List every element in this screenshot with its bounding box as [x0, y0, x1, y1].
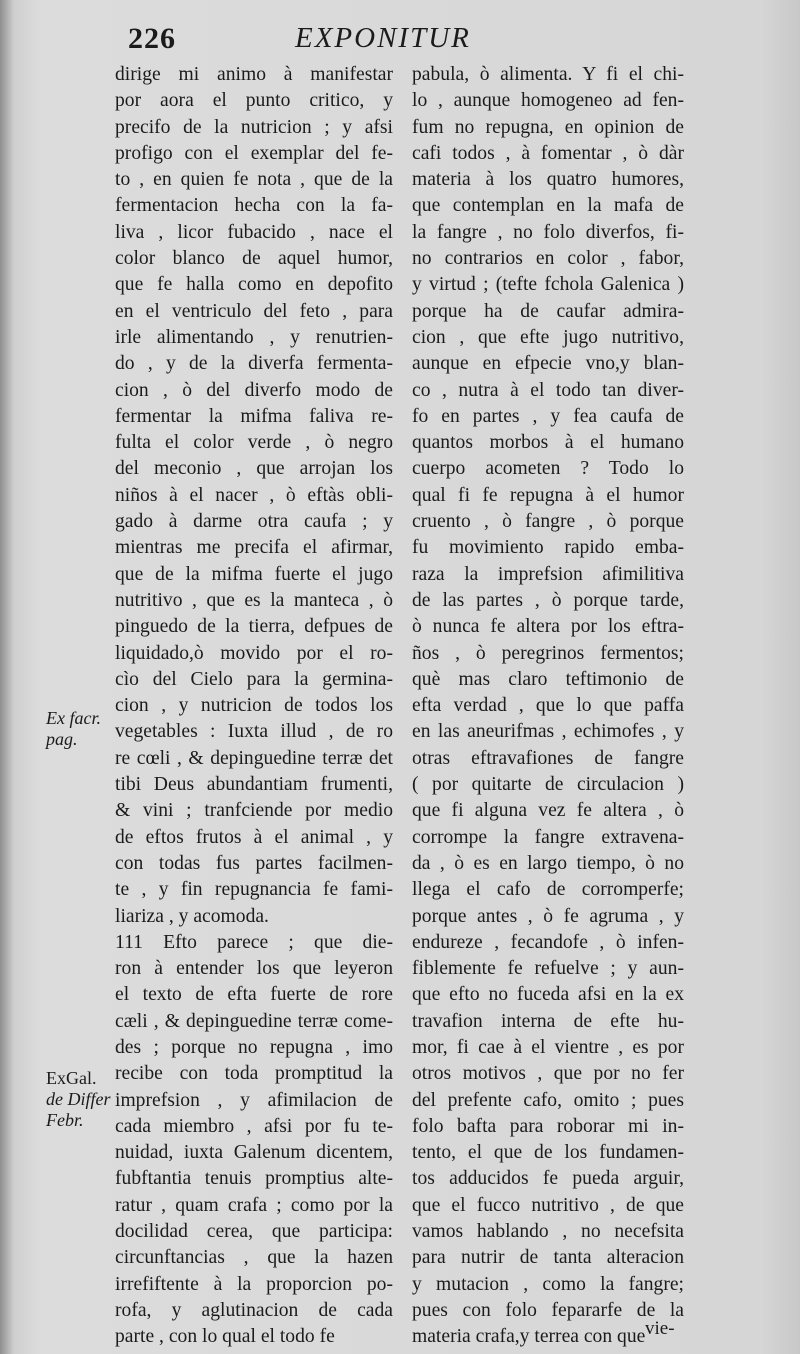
text-line: para nutrir de tanta alteracion — [412, 1247, 684, 1269]
running-head: EXPONITUR — [295, 22, 471, 54]
text-line: del prefente cafo, omito ; pues — [412, 1089, 684, 1111]
text-line: liquidado,ò movido por el ro- — [115, 642, 393, 664]
text-line: fum no repugna, en opinion de — [412, 116, 684, 138]
text-line: que el fucco nutritivo , de que — [412, 1194, 684, 1216]
text-line: que efto no fuceda afsi en la ex — [412, 984, 684, 1006]
text-line: pinguedo de la tierra, defpues de — [115, 616, 393, 638]
text-line: folo bafta para roborar mi in- — [412, 1115, 684, 1137]
text-line: vegetables : Iuxta illud , de ro — [115, 721, 393, 743]
page-number: 226 — [128, 22, 176, 55]
text-line: do , y de la diverfa fermenta- — [115, 353, 393, 375]
text-line: cafi todos , à fomentar , ò dàr — [412, 142, 684, 164]
text-line: rofa, y aglutinacion de cada — [115, 1299, 393, 1321]
text-line: porque antes , ò fe agruma , y — [412, 905, 684, 927]
text-line: fulta el color verde , ò negro — [115, 432, 393, 454]
text-line: raza la imprefsion afimilitiva — [412, 563, 684, 585]
text-line: vamos hablando , no necefsita — [412, 1221, 684, 1243]
text-line: tento, el que de los fundamen- — [412, 1142, 684, 1164]
text-line: de eftos frutos à el animal , y — [115, 826, 393, 848]
text-line: el texto de efta fuerte de rore — [115, 984, 393, 1006]
text-line: pues con folo fepararfe de la — [412, 1299, 684, 1321]
text-line: & vini ; tranfciende por medio — [115, 800, 393, 822]
catchword: vie- — [645, 1318, 675, 1339]
text-line: en las aneurifmas , echimofes , y — [412, 721, 684, 743]
text-line: niños à el nacer , ò eftàs obli- — [115, 484, 393, 506]
text-line: nutritivo , que es la manteca , ò — [115, 589, 393, 611]
text-line: cæli , & depinguedine terræ come- — [115, 1010, 393, 1032]
text-line: cuerpo acometen ? Todo lo — [412, 458, 684, 480]
text-line: cion , que efte jugo nutritivo, — [412, 326, 684, 348]
text-line: irrefiftente à la proporcion po- — [115, 1273, 393, 1295]
text-line: la fangre , no folo diverfos, fi- — [412, 221, 684, 243]
text-line: lo , aunque homogeneo ad fen- — [412, 90, 684, 112]
margin-note-line: pag. — [46, 729, 78, 749]
text-line: profigo con el exemplar del fe- — [115, 142, 393, 164]
margin-note-ex-gal — [46, 1068, 111, 1131]
text-line: otros motivos , que por no fer — [412, 1063, 684, 1085]
text-line: materia à los quatro humores, — [412, 169, 684, 191]
text-line: circunftancias , que la hazen — [115, 1247, 393, 1269]
text-line: del meconio , que arrojan los — [115, 458, 393, 480]
text-line: docilidad cerea, que participa: — [115, 1221, 393, 1243]
text-line: liariza , y acomoda. — [115, 905, 269, 927]
text-line: fubftantia tenuis promptius alte- — [115, 1168, 393, 1190]
text-line: aunque en efpecie vno,y blan- — [412, 353, 684, 375]
text-line: liva , licor fubacido , nace el — [115, 221, 393, 243]
text-line: parte , con lo qual el todo fe — [115, 1326, 335, 1348]
text-line: corrompe la fangre extravena- — [412, 826, 684, 848]
text-line: to , en quien fe nota , que de la — [115, 169, 393, 191]
text-line: de las partes , ò porque tarde, — [412, 589, 684, 611]
text-line: llega el cafo de corromperfe; — [412, 879, 684, 901]
text-line: ( por quitarte de circulacion ) — [412, 774, 684, 796]
text-line: fermentar la mifma faliva re- — [115, 405, 393, 427]
text-line: què mas claro teftimonio de — [412, 668, 684, 690]
text-line: dirige mi animo à manifestar — [115, 64, 393, 85]
text-line: gado à darme otra caufa ; y — [115, 511, 393, 533]
text-line: nuidad, iuxta Galenum dicentem, — [115, 1142, 393, 1164]
text-line: fermentacion hecha con la fa- — [115, 195, 393, 217]
text-line: que fe halla como en depofito — [115, 274, 393, 296]
text-line: precifo de la nutricion ; y afsi — [115, 116, 393, 138]
text-line: te , y fin repugnancia fe fami- — [115, 879, 393, 901]
text-line: endureze , fecandofe , ò infen- — [412, 931, 684, 953]
text-line: color blanco de aquel humor, — [115, 248, 393, 270]
text-line: pabula, ò alimenta. Y fi el chi- — [412, 64, 684, 85]
text-line: tibi Deus abundantiam frumenti, — [115, 774, 393, 796]
text-line: por aora el punto critico, y — [115, 90, 393, 112]
text-line: fo en partes , y fea caufa de — [412, 405, 684, 427]
text-line: cruento , ò fangre , ò porque — [412, 511, 684, 533]
text-line: cion , y nutricion de todos los — [115, 695, 393, 717]
text-line: quantos morbos à el humano — [412, 432, 684, 454]
text-line: que de la mifma fuerte el jugo — [115, 563, 393, 585]
text-line: 111 Efto parece ; que die- — [115, 931, 393, 953]
text-line: no contrarios en color , fabor, — [412, 248, 684, 270]
text-line: que fi alguna vez fe altera , ò — [412, 800, 684, 822]
text-line: imprefsion , y afimilacion de — [115, 1089, 393, 1111]
text-line: cada miembro , afsi por fu te- — [115, 1115, 393, 1137]
margin-note-line: ExGal. — [46, 1068, 97, 1088]
text-line: des ; porque no repugna , imo — [115, 1036, 393, 1058]
text-line: ò nunca fe altera por los eftra- — [412, 616, 684, 638]
margin-note-line: Febr. — [46, 1110, 84, 1130]
text-line: da , ò es en largo tiempo, ò no — [412, 852, 684, 874]
text-line: fiblemente fe refuelve ; y aun- — [412, 958, 684, 980]
text-line: efta verdad , que lo que paffa — [412, 695, 684, 717]
text-line: y virtud ; (tefte fchola Galenica ) — [412, 274, 684, 296]
text-line: cion , ò del diverfo modo de — [115, 379, 393, 401]
text-line: materia crafa,y terrea con que — [412, 1326, 646, 1348]
text-line: cìo del Cielo para la germina- — [115, 668, 393, 690]
text-line: que contemplan en la mafa de — [412, 195, 684, 217]
text-line: en el ventriculo del feto , para — [115, 300, 393, 322]
text-line: tos adducidos fe pueda arguir, — [412, 1168, 684, 1190]
text-line: fu movimiento rapido emba- — [412, 537, 684, 559]
margin-note-line: de Differ — [46, 1089, 111, 1109]
text-line: ños , ò peregrinos fermentos; — [412, 642, 684, 664]
text-line: travafion interna de efte hu- — [412, 1010, 684, 1032]
page-header — [0, 18, 800, 58]
text-line: otras eftravafiones de fangre — [412, 747, 684, 769]
text-line: co , nutra à el todo tan diver- — [412, 379, 684, 401]
text-line: mor, fi cae à el vientre , es por — [412, 1036, 684, 1058]
text-line: y mutacion , como la fangre; — [412, 1273, 684, 1295]
right-text-column — [412, 62, 684, 1351]
text-line: recibe con toda promptitud la — [115, 1063, 393, 1085]
margin-note-ex-sacr — [46, 708, 101, 750]
text-line: qual fi fe repugna à el humor — [412, 484, 684, 506]
text-line: ratur , quam crafa ; como por la — [115, 1194, 393, 1216]
text-line: re cœli , & depinguedine terræ det — [115, 747, 393, 769]
left-text-column — [115, 62, 393, 1351]
text-line: porque ha de caufar admira- — [412, 300, 684, 322]
margin-note-line: Ex facr. — [46, 708, 101, 728]
text-line: mientras me precifa el afirmar, — [115, 537, 393, 559]
text-line: irle alimentando , y renutrien- — [115, 326, 393, 348]
text-line: con todas fus partes facilmen- — [115, 852, 393, 874]
text-line: ron à entender los que leyeron — [115, 958, 393, 980]
